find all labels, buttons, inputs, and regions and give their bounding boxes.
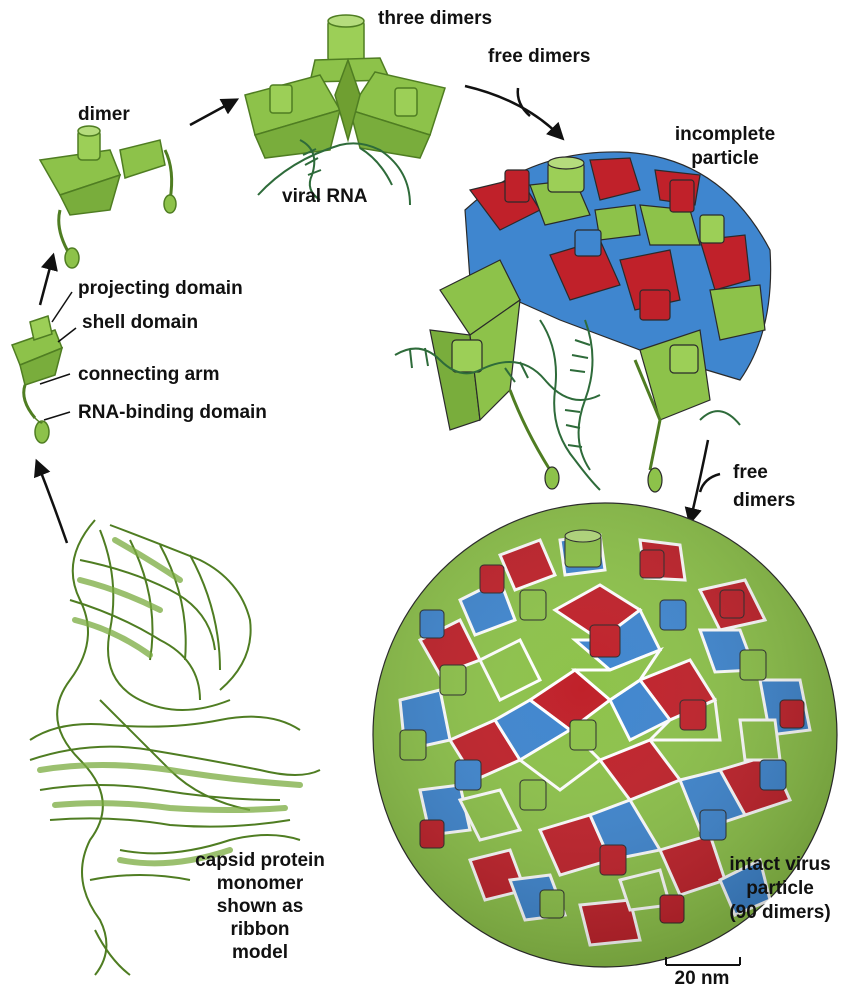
scale-bar bbox=[666, 957, 740, 965]
arrow-to-dimer bbox=[40, 256, 53, 305]
label-free-dimers-right-1: free bbox=[733, 462, 768, 483]
arrow-from-ribbon bbox=[37, 462, 67, 543]
label-capsid-3: shown as bbox=[216, 896, 304, 917]
label-capsid-5: model bbox=[232, 942, 288, 963]
label-incomplete-particle-2: particle bbox=[691, 148, 759, 169]
label-viral-rna: viral RNA bbox=[282, 186, 368, 207]
label-capsid-4: ribbon bbox=[230, 919, 290, 940]
three-dimers-illustration bbox=[245, 15, 445, 158]
incomplete-particle bbox=[430, 152, 771, 492]
label-rna-binding-domain: RNA-binding domain bbox=[78, 402, 267, 423]
label-connecting-arm: connecting arm bbox=[78, 364, 220, 385]
arrow-free-dimers-right-branch bbox=[700, 474, 720, 492]
label-intact-3: (90 dimers) bbox=[729, 902, 831, 923]
label-intact-2: particle bbox=[746, 878, 814, 899]
label-projecting-domain: projecting domain bbox=[78, 278, 243, 299]
capsid-ribbon-strands bbox=[40, 540, 300, 863]
label-three-dimers: three dimers bbox=[378, 8, 493, 29]
dimer-illustration bbox=[40, 126, 176, 268]
label-incomplete-particle-1: incomplete bbox=[674, 124, 776, 145]
label-capsid-1: capsid protein bbox=[195, 850, 325, 871]
label-shell-domain: shell domain bbox=[82, 312, 199, 333]
label-intact-1: intact virus bbox=[729, 854, 831, 875]
label-free-dimers-right-2: dimers bbox=[733, 490, 796, 511]
label-scale: 20 nm bbox=[674, 968, 730, 989]
label-capsid-2: monomer bbox=[216, 873, 304, 894]
label-dimer: dimer bbox=[78, 104, 130, 125]
label-free-dimers-top: free dimers bbox=[488, 46, 591, 67]
arrow-to-three-dimers bbox=[190, 100, 236, 125]
arrow-free-dimers-top bbox=[465, 86, 562, 138]
